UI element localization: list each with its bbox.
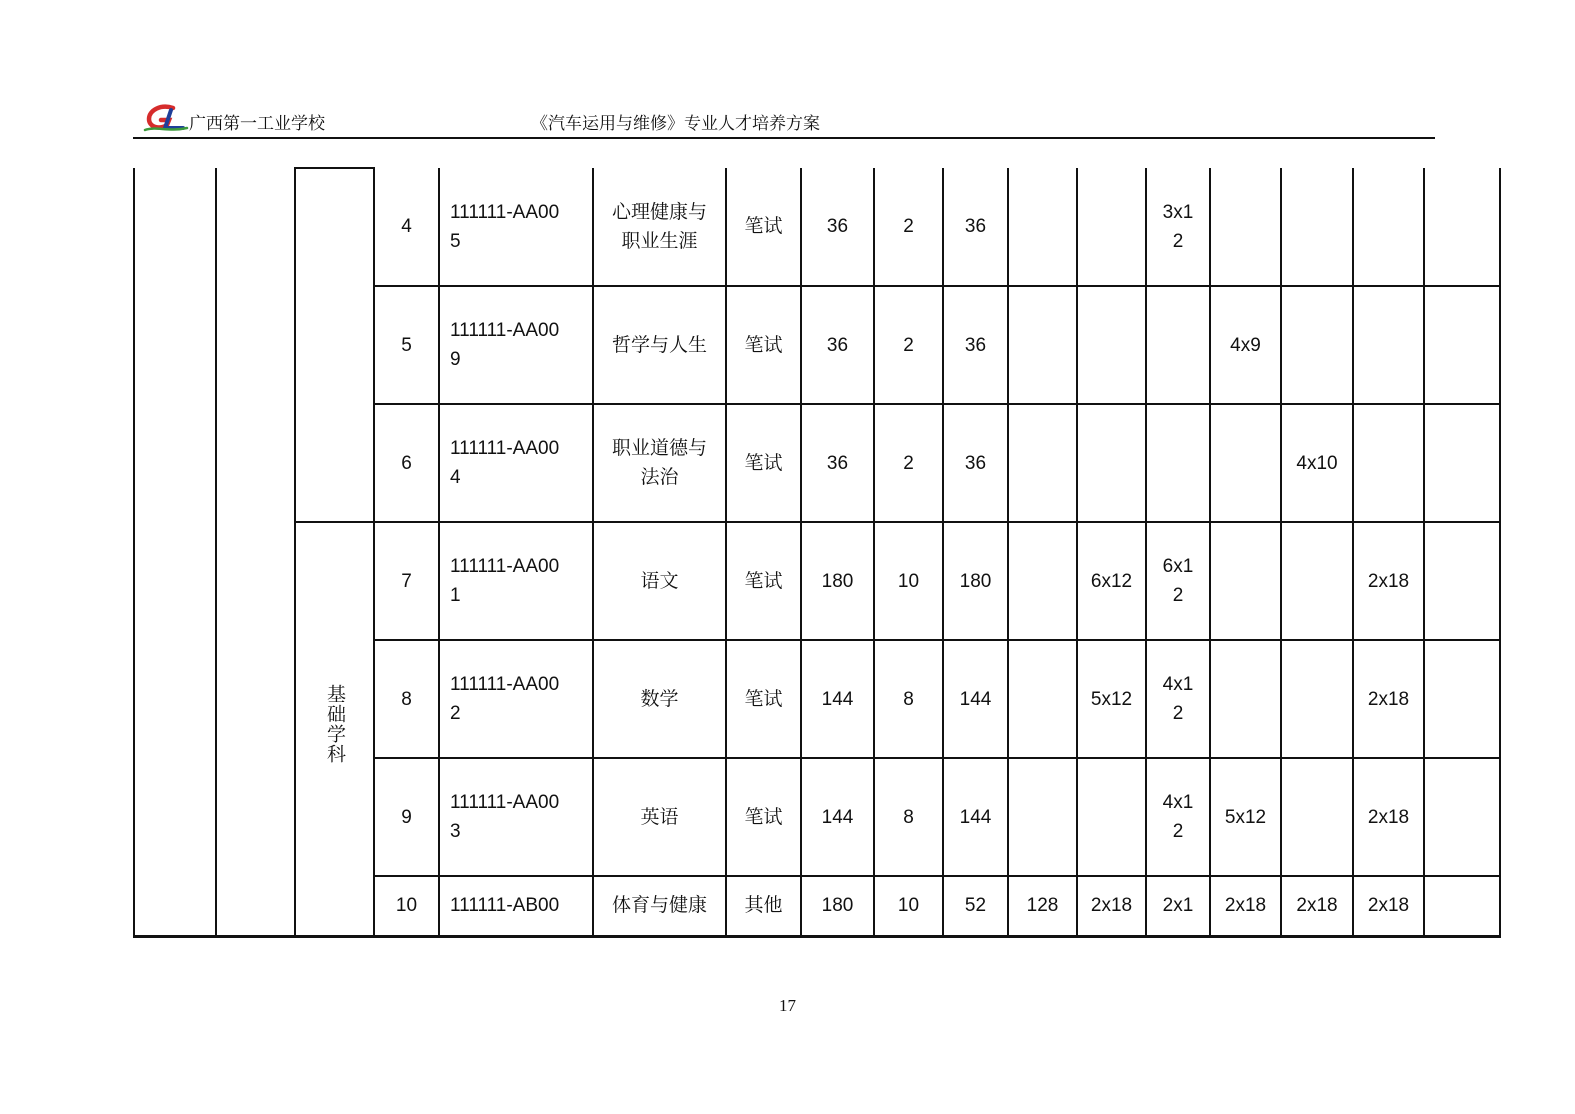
semester-6	[1424, 640, 1500, 758]
semester-5: 2x18	[1353, 758, 1424, 876]
course-number: 8	[374, 640, 439, 758]
course-code-line2: 5	[450, 230, 461, 252]
semester-2-line1: 3x1	[1162, 201, 1194, 223]
exam-type: 笔试	[726, 758, 801, 876]
course-code	[439, 286, 593, 404]
course-name	[593, 404, 726, 522]
credits: 10	[874, 522, 943, 640]
total-hours: 180	[801, 876, 874, 936]
course-code-line2: 2	[450, 703, 461, 724]
course-number: 4	[374, 168, 439, 286]
subcategory-cell	[295, 168, 374, 522]
semester-6	[1424, 168, 1500, 286]
document-title: 《汽车运用与维修》专业人才培养方案	[531, 114, 820, 134]
semester-2: 2x1	[1146, 876, 1210, 936]
semester-6	[1424, 522, 1500, 640]
exam-type: 笔试	[726, 168, 801, 286]
semester-6	[1424, 876, 1500, 936]
semester-5	[1353, 168, 1424, 286]
semester-3	[1210, 640, 1281, 758]
semester-4	[1281, 286, 1353, 404]
semester-5: 2x18	[1353, 522, 1424, 640]
course-number: 9	[374, 758, 439, 876]
semester-3: 5x12	[1210, 758, 1281, 876]
credits: 10	[874, 876, 943, 936]
course-number: 10	[374, 876, 439, 936]
course-table-body	[134, 168, 1500, 936]
course-code-line2: 9	[450, 349, 461, 370]
category-label: 基础学科	[324, 684, 346, 765]
course-number: 7	[374, 522, 439, 640]
course-name: 数学	[593, 640, 726, 758]
semester-1	[1077, 286, 1146, 404]
course-number: 6	[374, 404, 439, 522]
course-name: 英语	[593, 758, 726, 876]
major-category-cell	[134, 168, 216, 936]
semester-4	[1281, 758, 1353, 876]
semester-3: 4x9	[1210, 286, 1281, 404]
course-code	[439, 404, 593, 522]
theory-hours: 144	[943, 640, 1008, 758]
page-header	[133, 96, 1435, 140]
semester-2-line2: 2	[1172, 585, 1184, 606]
exam-type: 笔试	[726, 404, 801, 522]
credits: 8	[874, 640, 943, 758]
page-number: 17	[779, 996, 796, 1015]
course-name: 体育与健康	[593, 876, 726, 936]
course-name-line2: 法治	[640, 466, 679, 488]
semester-2-line1: 4x1	[1162, 674, 1194, 695]
theory-hours: 180	[943, 522, 1008, 640]
credits: 2	[874, 168, 943, 286]
school-logo-icon	[143, 102, 189, 134]
semester-2-line1: 6x1	[1162, 556, 1194, 577]
semester-5	[1353, 404, 1424, 522]
semester-2	[1146, 286, 1210, 404]
course-code-line1: 111111-AA00	[450, 320, 560, 341]
course-name-line2: 职业生涯	[621, 229, 698, 252]
semester-3	[1210, 522, 1281, 640]
semester-4: 4x10	[1281, 404, 1353, 522]
course-code	[439, 640, 593, 758]
total-hours: 180	[801, 522, 874, 640]
course-name-line1: 职业道德与	[611, 437, 707, 459]
theory-hours: 36	[943, 286, 1008, 404]
course-name	[593, 168, 726, 286]
semester-2-line2: 2	[1172, 230, 1184, 252]
semester-4	[1281, 522, 1353, 640]
theory-hours: 36	[943, 404, 1008, 522]
course-name: 语文	[593, 522, 726, 640]
course-code-line1: 111111-AA00	[450, 201, 560, 223]
semester-6	[1424, 286, 1500, 404]
course-code-line2: 4	[450, 467, 461, 488]
total-hours: 144	[801, 758, 874, 876]
semester-6	[1424, 758, 1500, 876]
course-code: 111111-AB00	[439, 876, 593, 936]
practice-hours	[1008, 640, 1077, 758]
semester-3	[1210, 404, 1281, 522]
total-hours: 144	[801, 640, 874, 758]
course-type-cell	[216, 168, 295, 936]
course-code-line2: 3	[450, 821, 461, 842]
course-code	[439, 168, 593, 286]
credits: 8	[874, 758, 943, 876]
course-code	[439, 758, 593, 876]
semester-3: 2x18	[1210, 876, 1281, 936]
semester-2-line2: 2	[1172, 821, 1184, 842]
total-hours: 36	[801, 404, 874, 522]
semester-6	[1424, 404, 1500, 522]
semester-3	[1210, 168, 1281, 286]
table-row	[134, 522, 1500, 640]
course-table	[133, 167, 1501, 938]
credits: 2	[874, 286, 943, 404]
semester-2	[1146, 640, 1210, 758]
semester-1: 2x18	[1077, 876, 1146, 936]
credits: 2	[874, 404, 943, 522]
practice-hours: 128	[1008, 876, 1077, 936]
exam-type: 其他	[726, 876, 801, 936]
semester-1: 5x12	[1077, 640, 1146, 758]
semester-2	[1146, 404, 1210, 522]
exam-type: 笔试	[726, 640, 801, 758]
course-code-line1: 111111-AA00	[450, 792, 560, 813]
course-code-line2: 1	[450, 585, 461, 606]
practice-hours	[1008, 758, 1077, 876]
school-name: 广西第一工业学校	[189, 114, 325, 134]
course-code-line1: 111111-AA00	[450, 556, 560, 577]
practice-hours	[1008, 404, 1077, 522]
practice-hours	[1008, 286, 1077, 404]
practice-hours	[1008, 522, 1077, 640]
total-hours: 36	[801, 286, 874, 404]
course-number: 5	[374, 286, 439, 404]
theory-hours: 52	[943, 876, 1008, 936]
header-rule	[133, 137, 1435, 139]
course-code-line1: 111111-AA00	[450, 438, 560, 459]
practice-hours	[1008, 168, 1077, 286]
semester-1	[1077, 758, 1146, 876]
course-name-line1: 心理健康与	[611, 200, 707, 223]
total-hours: 36	[801, 168, 874, 286]
course-code-line1: 111111-AA00	[450, 674, 560, 695]
semester-2-line2: 2	[1172, 703, 1184, 724]
table-row	[134, 168, 1500, 286]
semester-5: 2x18	[1353, 640, 1424, 758]
course-code	[439, 522, 593, 640]
theory-hours: 144	[943, 758, 1008, 876]
exam-type: 笔试	[726, 522, 801, 640]
semester-4	[1281, 168, 1353, 286]
semester-4: 2x18	[1281, 876, 1353, 936]
semester-1: 6x12	[1077, 522, 1146, 640]
semester-5: 2x18	[1353, 876, 1424, 936]
semester-4	[1281, 640, 1353, 758]
semester-2	[1146, 168, 1210, 286]
theory-hours: 36	[943, 168, 1008, 286]
subcategory-cell-basic	[295, 522, 374, 936]
course-name: 哲学与人生	[593, 286, 726, 404]
semester-2	[1146, 522, 1210, 640]
semester-2-line1: 4x1	[1162, 792, 1194, 813]
semester-1	[1077, 168, 1146, 286]
semester-1	[1077, 404, 1146, 522]
semester-5	[1353, 286, 1424, 404]
exam-type: 笔试	[726, 286, 801, 404]
semester-2	[1146, 758, 1210, 876]
